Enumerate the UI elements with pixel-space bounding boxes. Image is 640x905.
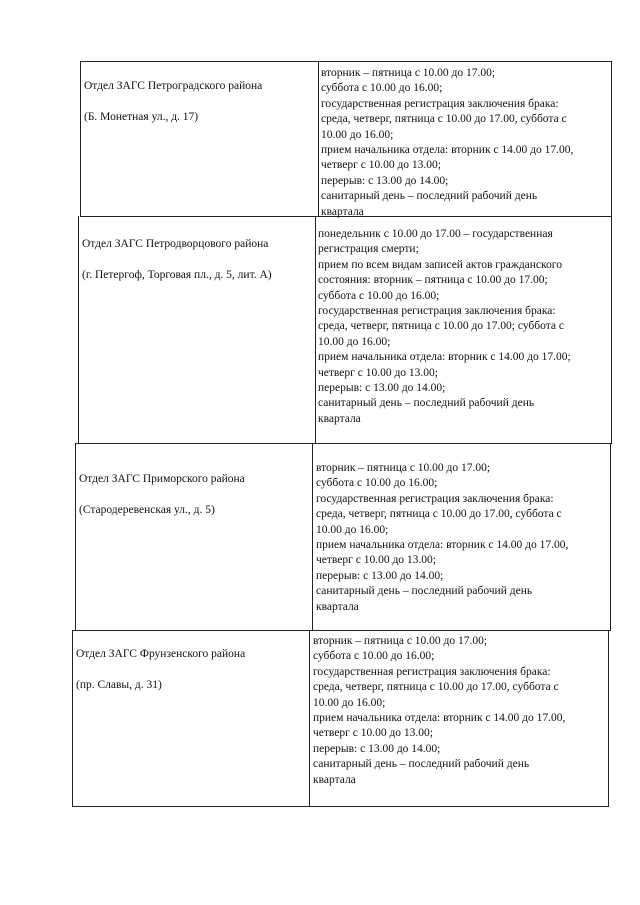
office-name: Отдел ЗАГС Фрунзенского района: [76, 648, 246, 661]
office-cell: [82, 222, 312, 299]
schedule-cell: вторник – пятница с 10.00 до 17.00; суббота с 10.00 до 16.00; государственная регистрация заключения брака: среда, четверг, пятница с 10.00 до 17.00, суббота с 10.00 до 16.00; прием начальника отдела: вторник с 14.00 до 17.00, четверг с 10.00 до 13.00; перерыв: с 13.00 до 14.00; санитарный день – последний рабочий день квартала: [316, 462, 569, 613]
table-column-divider: [315, 216, 316, 443]
table-column-divider: [309, 630, 310, 807]
office-address: (пр. Славы, д. 31): [76, 679, 162, 692]
office-name: Отдел ЗАГС Петроградского района: [84, 80, 263, 93]
table-row-divider: [73, 630, 611, 631]
table-column-divider: [312, 443, 313, 630]
table-border-right: [611, 61, 612, 216]
schedule-cell: вторник – пятница с 10.00 до 17.00; суббота с 10.00 до 16.00; государственная регистрация заключения брака: среда, четверг, пятница с 10.00 до 17.00, суббота с 10.00 до 16.00; прием начальника отдела: вторник с 14.00 до 17.00, четверг с 10.00 до 13.00; перерыв: с 13.00 до 14.00; санитарный день – последний рабочий день квартала: [313, 635, 566, 786]
table-border-bottom: [72, 806, 608, 807]
table-row-divider: [76, 443, 612, 444]
office-name: Отдел ЗАГС Петродворцового района: [82, 238, 269, 251]
table-column-divider: [318, 61, 319, 216]
table-border-left: [75, 443, 76, 630]
table-border-left: [72, 630, 73, 807]
office-cell: [79, 457, 309, 534]
office-address: (г. Петергоф, Торговая пл., д. 5, лит. А): [82, 269, 272, 282]
table-border-right: [610, 443, 611, 630]
office-cell: [76, 632, 306, 709]
table-border-left: [78, 216, 79, 443]
office-cell: [84, 64, 314, 141]
office-name: Отдел ЗАГС Приморского района: [79, 473, 245, 486]
schedule-cell: понедельник с 10.00 до 17.00 – государственная регистрация смерти; прием по всем видам записей актов гражданского состояния: вторник – пятница с 10.00 до 17.00; суббота с 10.00 до 16.00; государственная регистрация заключения брака: среда, четверг, пятница с 10.00 до 17.00; суббота с 10.00 до 16.00; прием начальника отдела: вторник с 14.00 до 17.00; четверг с 10.00 до 13.00; перерыв: с 13.00 до 14.00; санитарный день – последний рабочий день квартала: [318, 228, 571, 425]
office-address: (Стародеревенская ул., д. 5): [79, 504, 215, 517]
office-address: (Б. Монетная ул., д. 17): [84, 111, 199, 124]
table-border-right: [611, 216, 612, 443]
table-border-right: [608, 630, 609, 807]
schedule-cell: вторник – пятница с 10.00 до 17.00; суббота с 10.00 до 16.00; государственная регистрация заключения брака: среда, четверг, пятница с 10.00 до 17.00, суббота с 10.00 до 16.00; прием начальника отдела: вторник с 14.00 до 17.00, четверг с 10.00 до 13.00; перерыв: с 13.00 до 14.00; санитарный день – последний рабочий день квартала: [321, 67, 574, 218]
table-border-top: [81, 61, 611, 62]
table-border-left: [80, 61, 81, 216]
